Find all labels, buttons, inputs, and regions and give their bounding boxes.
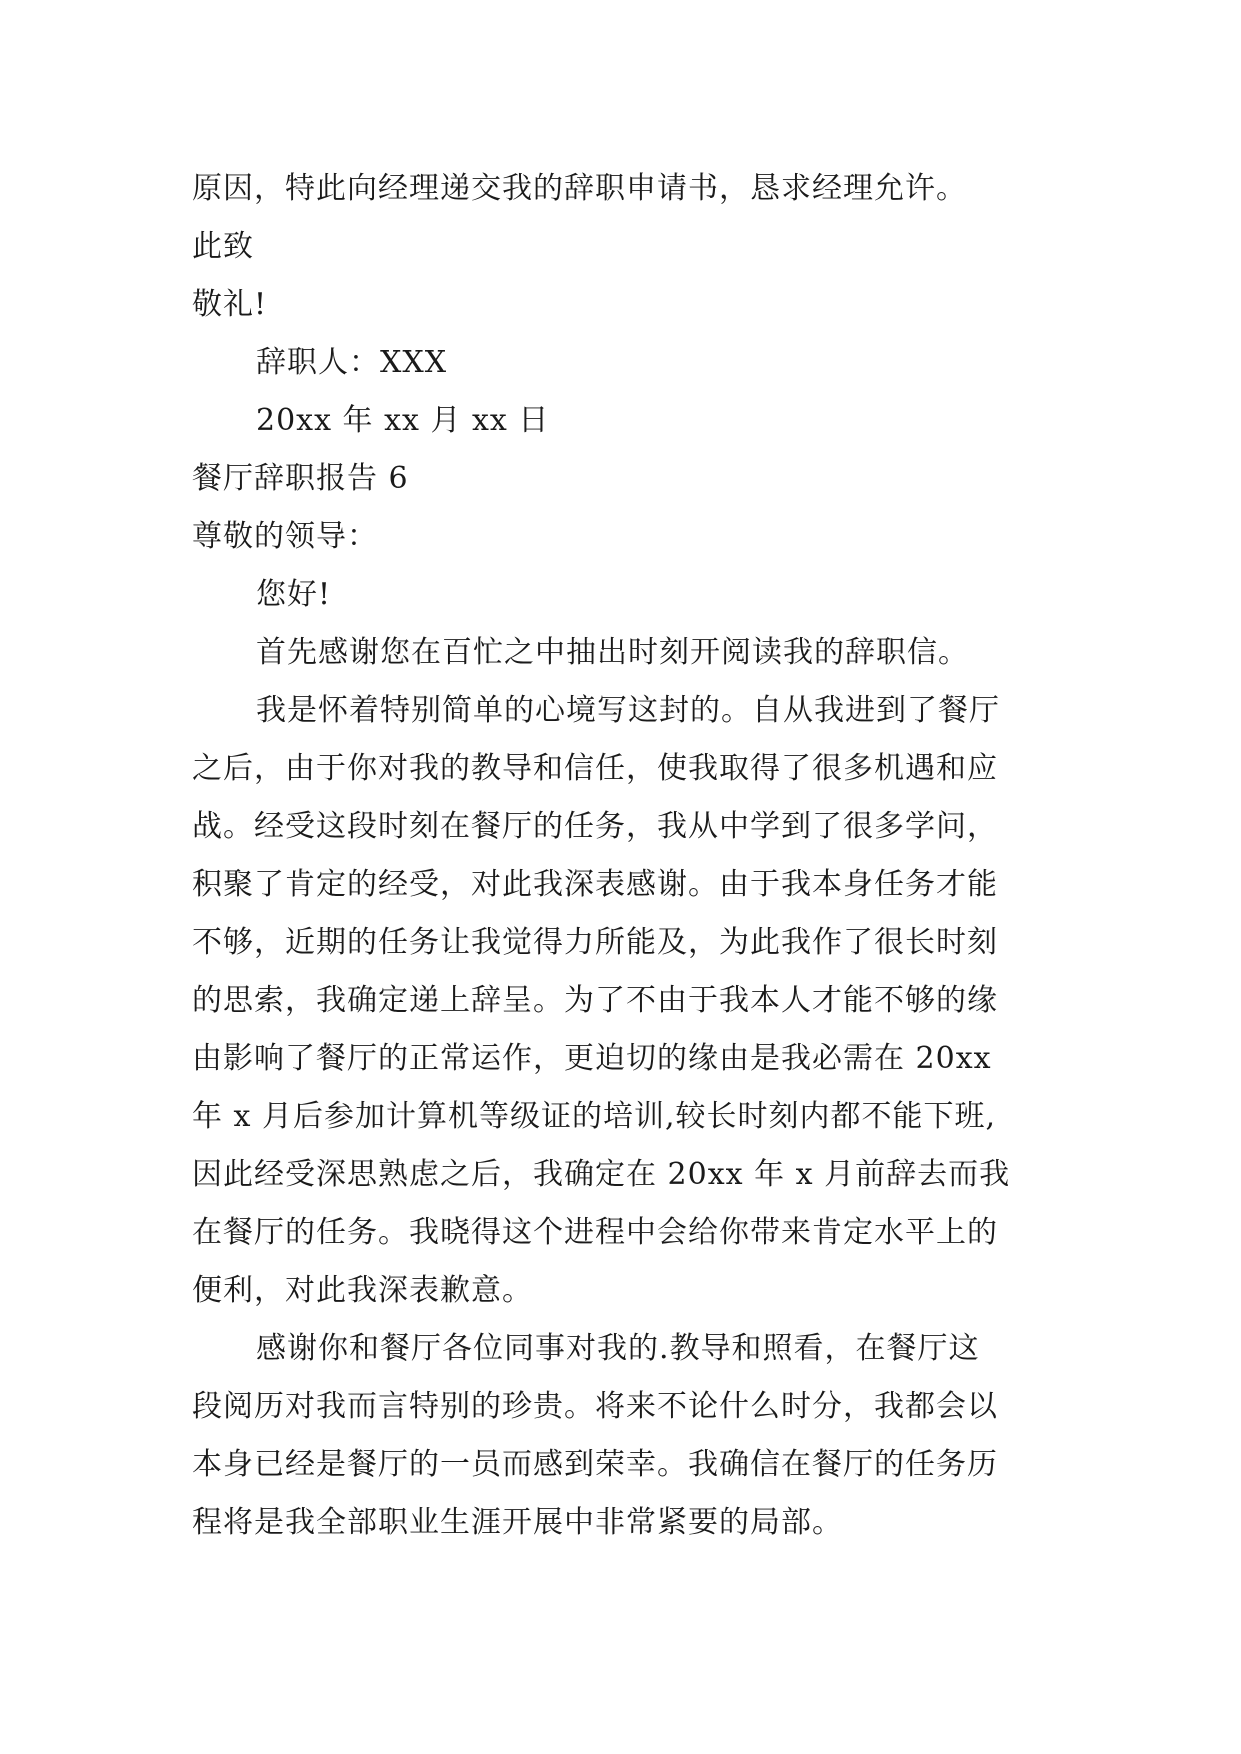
- paragraph-line: 由影响了餐厅的正常运作，更迫切的缘由是我必需在 20xx: [192, 1041, 992, 1076]
- text-line: 原因，特此向经理递交我的辞职申请书，恳求经理允许。: [192, 171, 967, 206]
- paragraph-line: 本身已经是餐厅的一员而感到荣幸。我确信在餐厅的任务历: [192, 1447, 998, 1482]
- paragraph-line: 战。经受这段时刻在餐厅的任务，我从中学到了很多学问，: [192, 809, 998, 844]
- salutation-closing: 敬礼!: [192, 287, 268, 322]
- paragraph-line: 在餐厅的任务。我晓得这个进程中会给你带来肯定水平上的: [192, 1215, 998, 1250]
- paragraph-line: 年 x 月后参加计算机等级证的培训,较长时刻内都不能下班,: [192, 1099, 997, 1134]
- paragraph-line: 积聚了肯定的经受，对此我深表感谢。由于我本身任务才能: [192, 867, 998, 902]
- paragraph-line: 感谢你和餐厅各位同事对我的.教导和照看，在餐厅这: [256, 1331, 980, 1366]
- section-title: 餐厅辞职报告 6: [192, 461, 409, 496]
- paragraph-line: 段阅历对我而言特别的珍贵。将来不论什么时分，我都会以: [192, 1389, 998, 1424]
- closing-phrase: 此致: [192, 229, 254, 264]
- signature-line: 辞职人：XXX: [256, 345, 448, 380]
- paragraph-line: 不够，近期的任务让我觉得力所能及，为此我作了很长时刻: [192, 925, 998, 960]
- paragraph-line: 因此经受深思熟虑之后，我确定在 20xx 年 x 月前辞去而我: [192, 1157, 1011, 1192]
- paragraph-line: 首先感谢您在百忙之中抽出时刻开阅读我的辞职信。: [256, 635, 969, 670]
- date-line: 20xx 年 xx 月 xx 日: [256, 403, 550, 438]
- hello-line: 您好!: [256, 577, 332, 612]
- paragraph-line: 之后，由于你对我的教导和信任，使我取得了很多机遇和应: [192, 751, 998, 786]
- paragraph-line: 我是怀着特别简单的心境写这封的。自从我进到了餐厅: [256, 693, 1000, 728]
- letter-body: [192, 160, 1052, 1552]
- paragraph-line: 程将是我全部职业生涯开展中非常紧要的局部。: [192, 1505, 843, 1540]
- greeting-line: 尊敬的领导：: [192, 519, 378, 554]
- paragraph-line: 的思索，我确定递上辞呈。为了不由于我本人才能不够的缘: [192, 983, 998, 1018]
- paragraph-line: 便利，对此我深表歉意。: [192, 1273, 533, 1308]
